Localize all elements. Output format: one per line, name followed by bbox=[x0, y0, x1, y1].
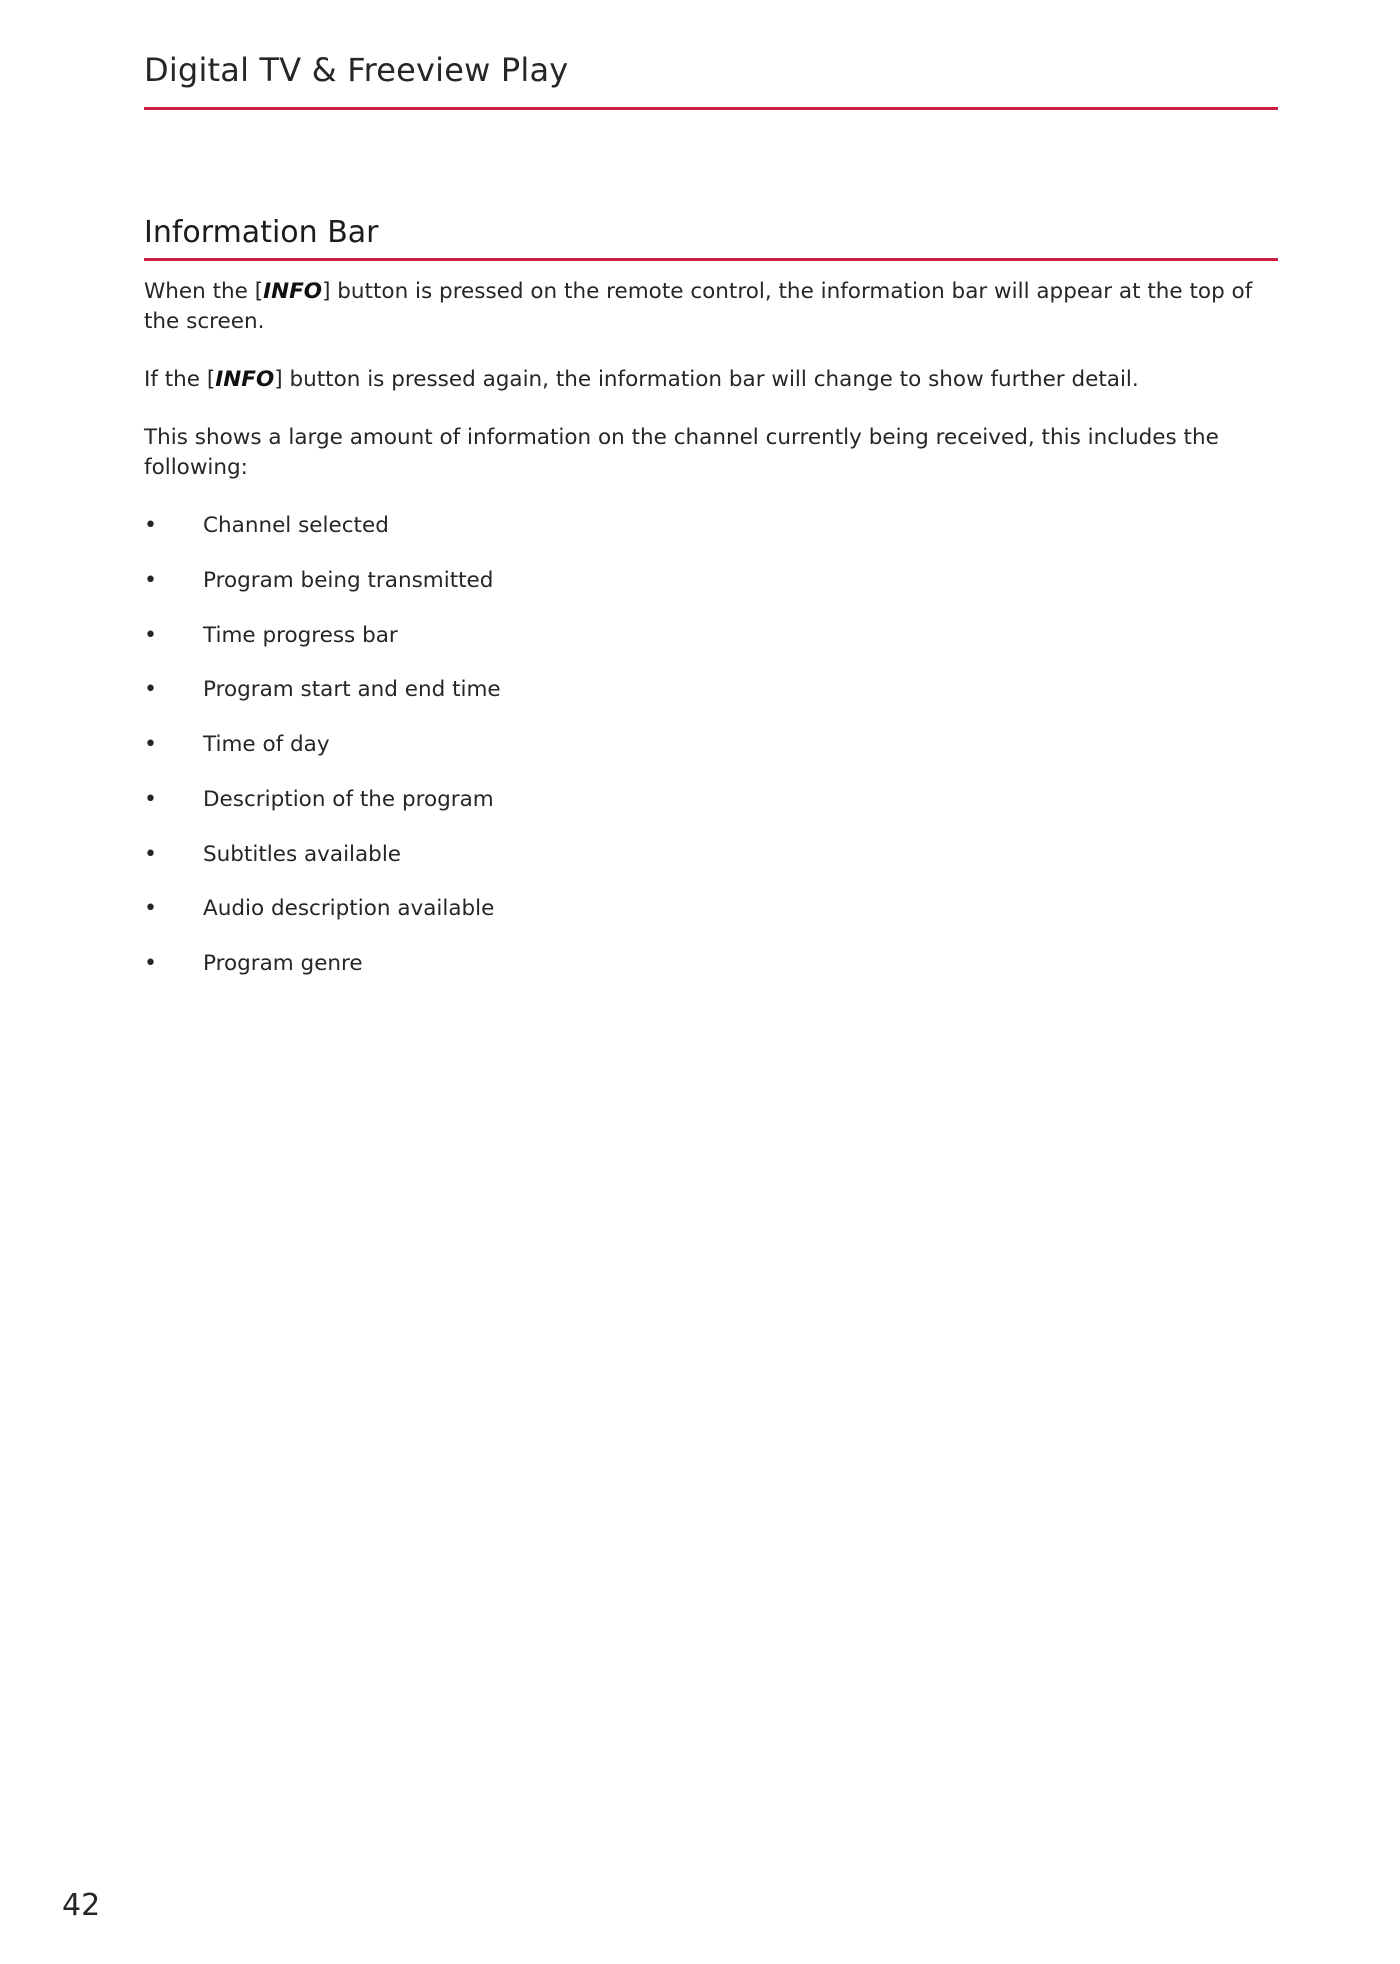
list-item-label: Audio description available bbox=[203, 896, 495, 922]
bullet-icon: • bbox=[144, 567, 157, 593]
intro-text-end: ] button is pressed on the remote control, the information bar will appear at the top of the screen. bbox=[144, 279, 1253, 334]
bullet-icon: • bbox=[144, 951, 157, 976]
section-divider bbox=[144, 258, 1278, 261]
bullet-icon: • bbox=[144, 513, 157, 538]
list-item-label: Program start and end time bbox=[203, 677, 501, 703]
page-number: 42 bbox=[62, 1888, 101, 1923]
list-item bbox=[144, 730, 1278, 785]
information-bar-section bbox=[144, 213, 1278, 1004]
list-item-label: Description of the program bbox=[203, 786, 494, 812]
repeat-press-paragraph bbox=[144, 365, 1278, 395]
list-item-label: Subtitles available bbox=[203, 841, 402, 867]
bullet-icon: • bbox=[144, 732, 157, 757]
list-item bbox=[144, 840, 1278, 895]
list-item bbox=[144, 785, 1278, 840]
list-item bbox=[144, 621, 1278, 676]
intro-text-start: When the [ bbox=[144, 279, 264, 304]
list-item bbox=[144, 894, 1278, 949]
info-feature-list bbox=[144, 511, 1278, 1004]
details-paragraph: This shows a large amount of information on the channel currently being received, this includes the following: bbox=[144, 425, 1219, 480]
info-button-name: INFO bbox=[263, 279, 323, 304]
list-item bbox=[144, 675, 1278, 730]
list-item-label: Time progress bar bbox=[203, 622, 398, 648]
list-item-label: Channel selected bbox=[203, 513, 389, 538]
bullet-icon: • bbox=[144, 841, 157, 867]
bullet-icon: • bbox=[144, 896, 157, 922]
info-button-name: INFO bbox=[215, 367, 275, 392]
list-item bbox=[144, 949, 1278, 1004]
bullet-icon: • bbox=[144, 622, 157, 648]
list-item bbox=[144, 511, 1278, 566]
page-header bbox=[144, 48, 1278, 110]
page-title: Digital TV & Freeview Play bbox=[144, 51, 569, 89]
list-item-label: Program genre bbox=[203, 951, 363, 976]
list-item-label: Program being transmitted bbox=[203, 567, 494, 593]
repeat-text-start: If the [ bbox=[144, 367, 216, 392]
header-divider bbox=[144, 107, 1278, 110]
bullet-icon: • bbox=[144, 677, 157, 703]
bullet-icon: • bbox=[144, 786, 157, 812]
list-item bbox=[144, 566, 1278, 621]
section-heading: Information Bar bbox=[144, 215, 379, 250]
list-item-label: Time of day bbox=[203, 732, 330, 757]
intro-paragraph bbox=[144, 277, 1278, 337]
repeat-text-end: ] button is pressed again, the information bar will change to show further detail. bbox=[274, 367, 1139, 392]
